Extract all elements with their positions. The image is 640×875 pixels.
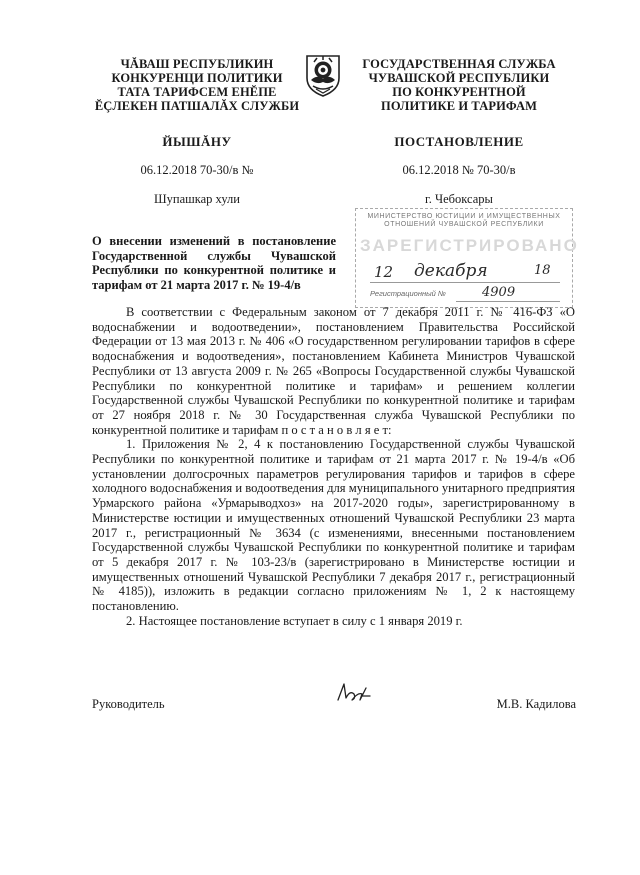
header-left-line: ĔÇЛЕКЕН ПАТШАЛĂХ СЛУЖБИ [94,99,300,113]
header-left-line: КОНКУРЕНЦИ ПОЛИТИКИ [111,71,283,85]
signature-name: М.В. Кадилова [496,697,576,711]
header-right-org [352,57,566,113]
document-body [92,305,575,628]
preamble-paragraph: В соответствии с Федеральным законом от 7 декабря 2011 г. № 416-ФЗ «О водоснабжении и водоотведении», постановлением Правительства Российской Федерации от 13 мая 2013 г. № 406 «О государственном регулировании тарифов в сфере водоснабжения и водоотведения», постановлением Кабинета Министров Чувашской Республики от 13 августа 2009 г. № 265 «Вопросы Государственной службы Чувашской Республики по конкурентной политике и тарифам» и решением коллегии Государственной службы Чувашской Республики по конкурентной политике и тарифам от 27 ноября 2018 г. № 30 Государственная служба Чувашской Республики по конкурентной политике и тарифам п о с т а н о в л я е т: [92,305,575,437]
stamp-month: декабря [414,261,488,281]
header-left-line: ЧĂВАШ РЕСПУБЛИКИН [120,57,274,71]
item-1-paragraph: 1. Приложения № 2, 4 к постановлению Государственной службы Чувашской Республики по конкурентной политике и тарифам от 21 марта 2017 г. № 19-4/в «Об установлении долгосрочных параметров регулирования тарифов и тарифов в сфере холодного водоснабжения и водоотведения для муниципального унитарного предприятия Урмарского района «Урмарыводхоз» на 2017-2020 годы», зарегистрированному в Министерстве юстиции и имущественных отношений Чувашской Республики 23 марта 2017 г., регистрационный № 3634 (с изменениями, внесенными постановлением Государственной службы Чувашской Республики по конкурентной политике и тарифам от 5 декабря 2017 г. № 103-23/в (зарегистрировано в Министерстве юстиции и имущественных отношений Чувашской Республики 7 декабря 2017 г., регистрационный № 4185)), изложить в редакции согласно приложениям № 1, 2 к настоящему постановлению. [92,437,575,614]
document-subject: О внесении изменений в постановление Государственной службы Чувашской Республики по конкурентной политике и тарифам от 21 марта 2017 г. № 19-4/в [92,234,336,292]
header-left-line: ТАТА ТАРИФСЕМ ЕНĔПЕ [117,85,277,99]
header-right-line: ЧУВАШСКОЙ РЕСПУБЛИКИ [368,71,550,85]
stamp-org-line: МИНИСТЕРСТВО ЮСТИЦИИ И ИМУЩЕСТВЕННЫХ [367,213,561,220]
signature-position: Руководитель [92,697,165,711]
header-left-org [92,57,302,113]
stamp-reg-number: 4909 [482,285,516,300]
stamp-status: ЗАРЕГИСТРИРОВАНО [360,236,579,255]
handwritten-signature [332,678,376,708]
header-right-line: ПОЛИТИКЕ И ТАРИФАМ [381,99,537,113]
chuvash-emblem-icon [301,52,345,98]
stamp-reg-underline [456,301,560,302]
date-number-chuvash: 06.12.2018 70-30/в № [140,163,254,177]
stamp-divider [370,282,560,283]
date-number-russian: 06.12.2018 № 70-30/в [402,163,516,177]
stamp-year: 18 [534,263,551,278]
city-russian: г. Чебоксары [425,192,493,206]
doc-type-russian: ПОСТАНОВЛЕНИЕ [394,134,524,149]
item-2-paragraph: 2. Настоящее постановление вступает в силу с 1 января 2019 г. [126,613,463,628]
registration-stamp [355,208,579,308]
stamp-org-line: ОТНОШЕНИЙ ЧУВАШСКОЙ РЕСПУБЛИКИ [384,221,544,228]
header-right-line: ПО КОНКУРЕНТНОЙ [392,85,526,99]
city-chuvash: Шупашкар хули [154,192,240,206]
stamp-reg-label: Регистрационный № [370,289,446,298]
stamp-day: 12 [374,263,394,281]
header-right-line: ГОСУДАРСТВЕННАЯ СЛУЖБА [362,57,556,71]
doc-type-chuvash: ЙЫШĂНУ [162,134,232,149]
